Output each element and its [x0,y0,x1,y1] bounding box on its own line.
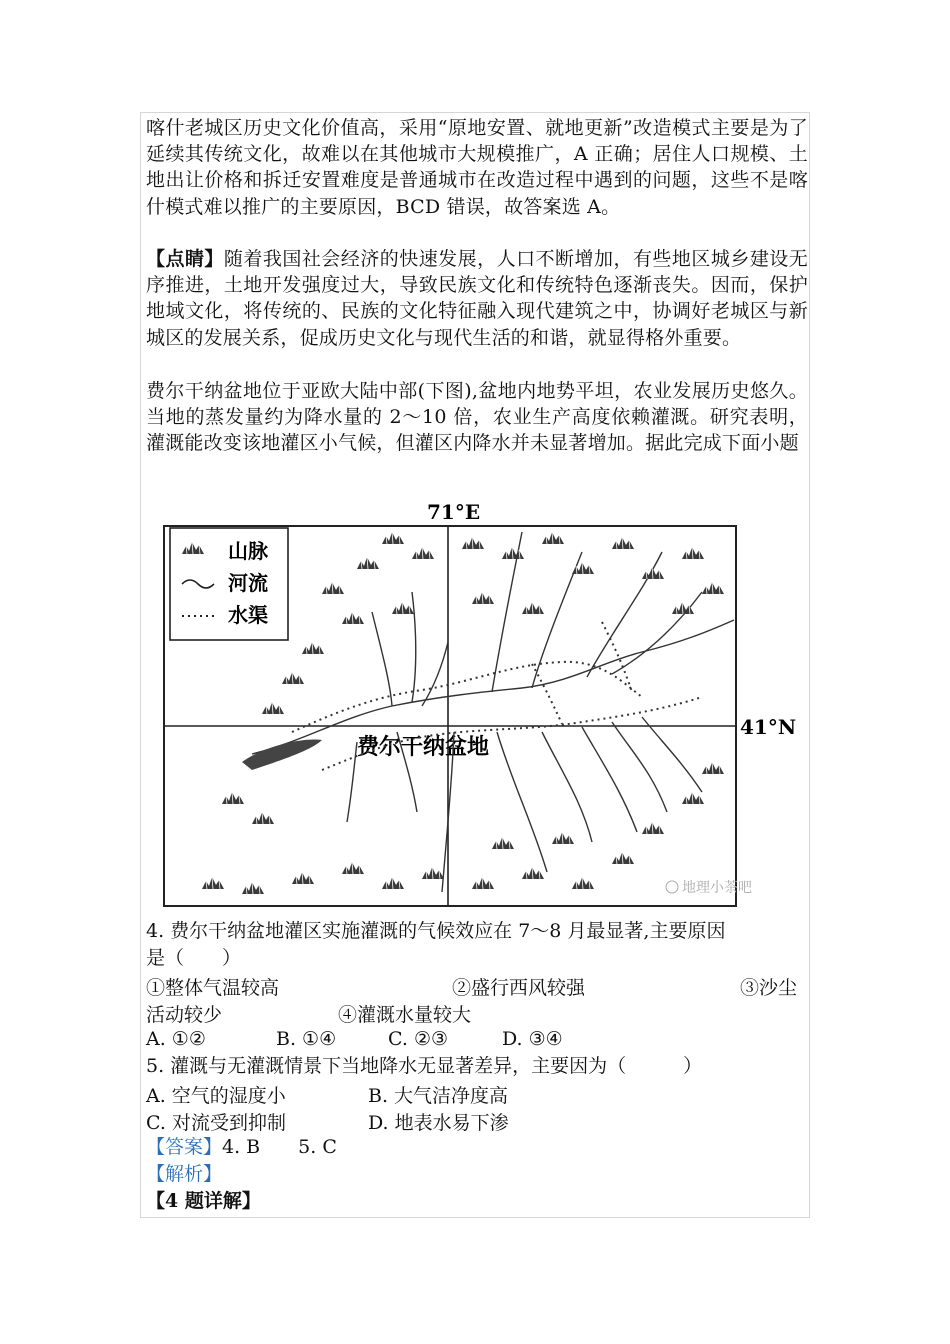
q4-option-d[interactable]: D. ③④ [502,1028,563,1050]
intro-paragraph-2 [146,246,808,351]
q5-option-d[interactable]: D. 地表水易下渗 [368,1112,509,1134]
q4-item1: ①整体气温较高 [146,977,280,999]
answer-line [146,1134,337,1161]
q4-item2: ②盛行西风较强 [452,977,586,999]
q4-option-c[interactable]: C. ②③ [388,1028,449,1050]
answer-tag: 【答案】 [146,1136,223,1158]
intro-paragraph-1: 喀什老城区历史文化价值高，采用“原地安置、就地更新”改造模式主要是为了延续其传统文化，故难以在其他城市大规模推广，A 正确；居住人口规模、土地出让价格和拆迁安置难度是普通城市在改造过程中遇到的问题，这些不是喀什模式难以推广的主要原因，BCD 错误，故答案选 A。 [146,117,808,218]
watermark-text: 地理小茶吧 [682,880,752,896]
dianjing-text: 随着我国社会经济的快速发展，人口不断增加，有些地区城乡建设无序推进，土地开发强度过大，导致民族文化和传统特色逐渐丧失。因而，保护地域文化，将传统的、民族的文化特征融入现代建筑之中，协调好老城区与新城区的发展关系，促成历史文化与现代生活的和谐，就显得格外重要。 [146,248,808,349]
q4-item3-part2: 活动较少 [146,1004,223,1026]
analysis-subheading: 【4 题详解】 [146,1190,261,1212]
q5-option-c[interactable]: C. 对流受到抑制 [146,1112,286,1134]
q4-item3-part1: ③沙尘 [740,977,798,999]
watermark-icon [666,881,678,893]
legend-mountain-label: 山脉 [228,539,268,563]
q4-item4: ④灌溉水量较大 [338,1004,472,1026]
map-svg [142,492,807,912]
q5-option-a[interactable]: A. 空气的湿度小 [146,1085,286,1107]
intro-paragraph-3: 费尔干纳盆地位于亚欧大陆中部(下图),盆地内地势平坦，农业发展历史悠久。当地的蒸发量约为降水量的 2～10 倍，农业生产高度依赖灌溉。研究表明，灌溉能改变该地灌区小气候，但灌区内降水并未显著增加。据此完成下面小题 [146,380,808,455]
fergana-map-figure [142,492,807,912]
q5-stem: 5. 灌溉与无灌溉情景下当地降水无显著差异，主要因为（ ） [146,1055,703,1077]
answer-text: 4. B 5. C [222,1136,337,1158]
q4-option-b[interactable]: B. ①④ [276,1028,337,1050]
longitude-label: 71°E [427,500,481,524]
dianjing-tag: 【点睛】 [146,248,224,270]
analysis-tag: 【解析】 [146,1163,223,1185]
q4-stem-line2: 是（ ） [146,947,242,969]
basin-label: 费尔干纳盆地 [357,735,490,760]
q5-option-b[interactable]: B. 大气洁净度高 [368,1085,509,1107]
reservoir [242,739,322,770]
q4-option-a[interactable]: A. ①② [146,1028,206,1050]
q4-stem-line1: 4. 费尔干纳盆地灌区实施灌溉的气候效应在 7～8 月最显著,主要原因 [146,920,726,942]
latitude-label: 41°N [740,715,797,739]
rivers [252,532,734,892]
legend-canal-label: 水渠 [228,603,268,627]
legend-river-label: 河流 [228,571,268,595]
canals [292,622,702,770]
